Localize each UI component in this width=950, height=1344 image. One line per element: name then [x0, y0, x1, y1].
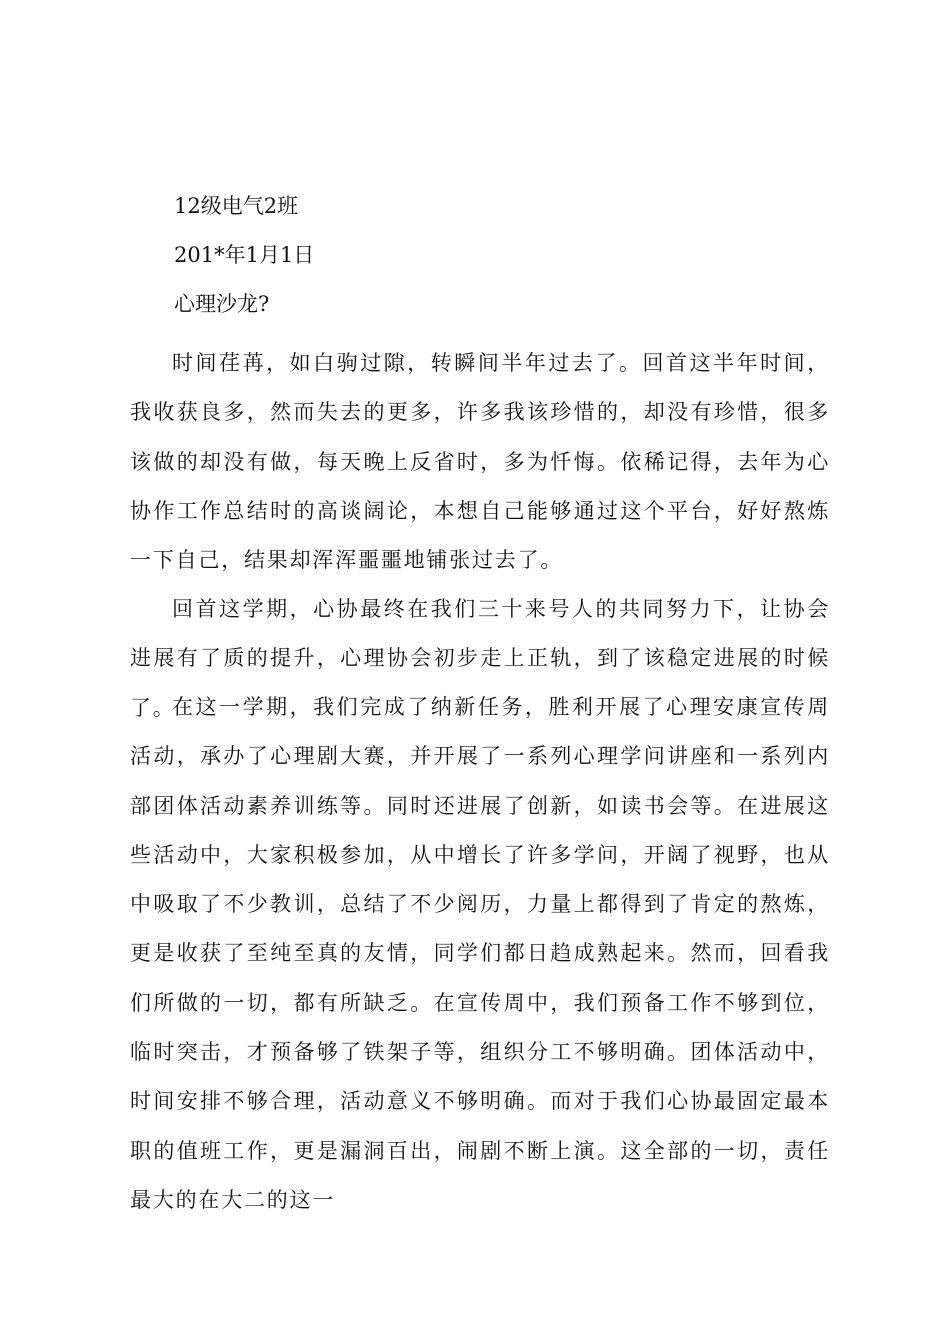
- paragraph-2: 回首这学期，心协最终在我们三十来号人的共同努力下，让协会进展有了质的提升，心理协会初步走上正轨，到了该稳定进展的时候了。: [130, 597, 830, 720]
- paragraph-1: 时间荏苒，如白驹过隙，转瞬间半年过去了。回首这半年时间，我收获良多，然而失去的更多，许多我该珍惜的，却没有珍惜，很多该做的却没有做，每天晚上反省时，多为忏悔。依稀记得，去年为心协作工作总结时的高谈阔论，本想自己能够通过这个平台，好好熬炼一下自己，结果却浑浑噩噩地铺张过去了。: [130, 351, 830, 573]
- class-line: 12级电气2班: [174, 194, 299, 218]
- document-title: 心理沙龙?: [174, 292, 270, 316]
- date-line: 201*年1月1日: [174, 243, 315, 267]
- paragraph-3: 在这一学期，我们完成了纳新任务，胜利开展了心理安康宣传周活动，承办了心理剧大赛，并开展了一系列心理学问讲座和一系列内部团体活动素养训练等。同时还进展了创新，如读书会等。在进展这些活动中，大家积极参加，从中增长了许多学问，开阔了视野，也从中吸取了不少教训，总结了不少阅历，力量上都得到了肯定的熬炼，更是收获了至纯至真的友情，同学们都日趋成熟起来。然而，回看我们所做的一切，都有所缺乏。在宣传周中，我们预备工作不够到位，临时突击，才预备够了铁架子等，组织分工不够明确。团体活动中，时间安排不够合理，活动意义不够明确。而对于我们心协最固定最本职的值班工作，更是漏洞百出，闹剧不断上演。这全部的一切，责任最大的在大二的这一: [130, 695, 830, 1212]
